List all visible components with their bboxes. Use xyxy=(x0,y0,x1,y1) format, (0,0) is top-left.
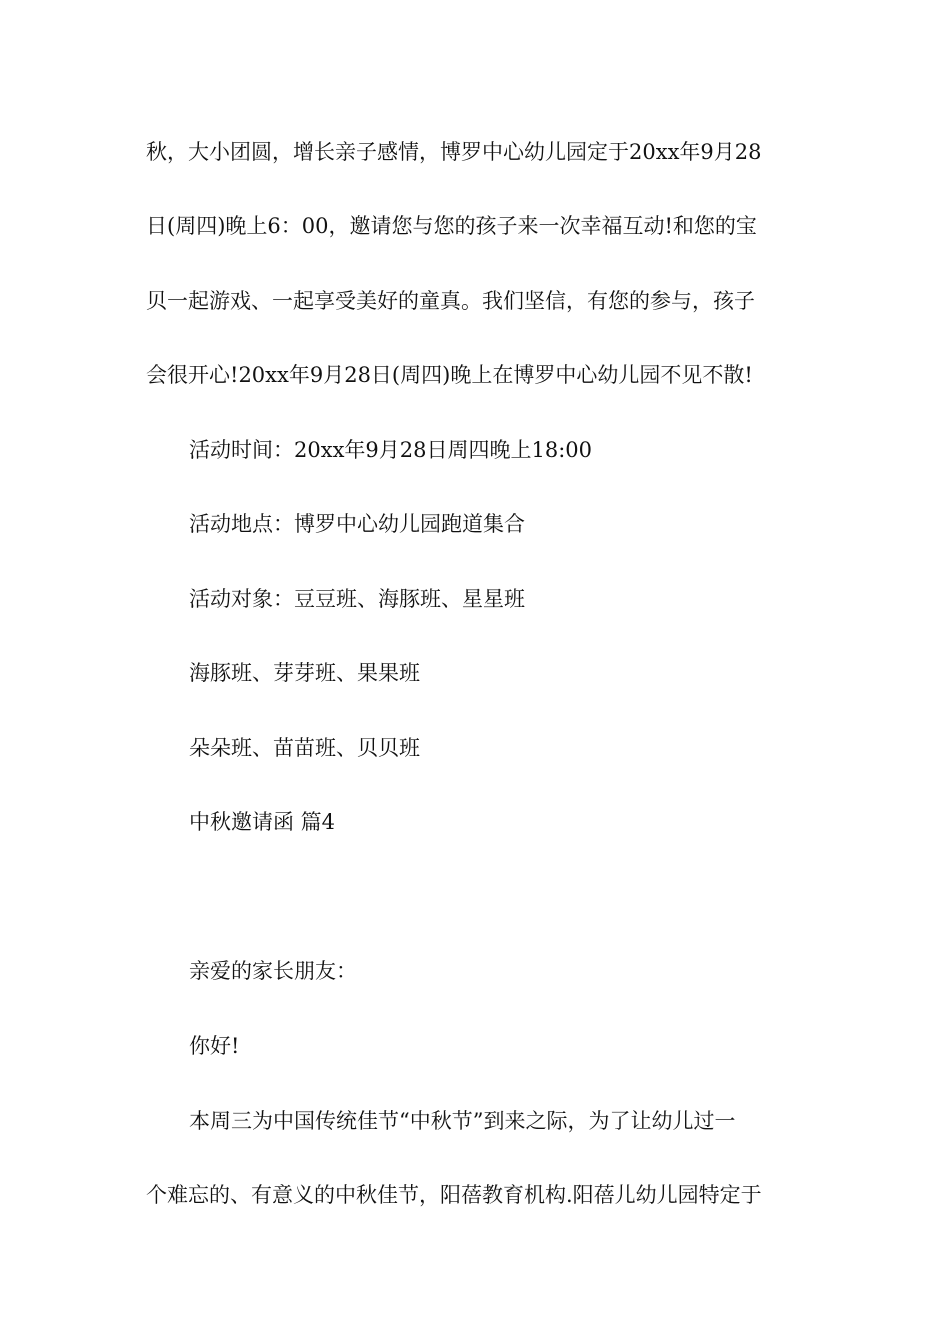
activity-location: 活动地点：博罗中心幼儿园跑道集合 xyxy=(189,512,525,536)
paragraph-line: 贝一起游戏、一起享受美好的童真。我们坚信，有您的参与，孩子 xyxy=(146,289,755,313)
paragraph-line: 秋，大小团圆，增长亲子感情，博罗中心幼儿园定于20xx年9月28 xyxy=(146,140,762,164)
salutation: 亲爱的家长朋友： xyxy=(189,959,357,983)
paragraph-line: 本周三为中国传统佳节“中秋节”到来之际，为了让幼儿过一 xyxy=(189,1109,736,1133)
activity-time: 活动时间：20xx年9月28日周四晚上18:00 xyxy=(189,438,593,462)
section-heading: 中秋邀请函 篇4 xyxy=(189,810,336,834)
class-list-line: 海豚班、芽芽班、果果班 xyxy=(189,661,420,685)
activity-participants: 活动对象：豆豆班、海豚班、星星班 xyxy=(189,587,525,611)
paragraph-line: 日(周四)晚上6：00，邀请您与您的孩子来一次幸福互动!和您的宝 xyxy=(146,214,757,238)
paragraph-line: 会很开心!20xx年9月28日(周四)晚上在博罗中心幼儿园不见不散! xyxy=(146,363,753,387)
paragraph-line: 个难忘的、有意义的中秋佳节，阳蓓教育机构.阳蓓儿幼儿园特定于 xyxy=(146,1183,762,1207)
greeting: 你好! xyxy=(189,1034,240,1058)
class-list-line: 朵朵班、苗苗班、贝贝班 xyxy=(189,736,420,760)
